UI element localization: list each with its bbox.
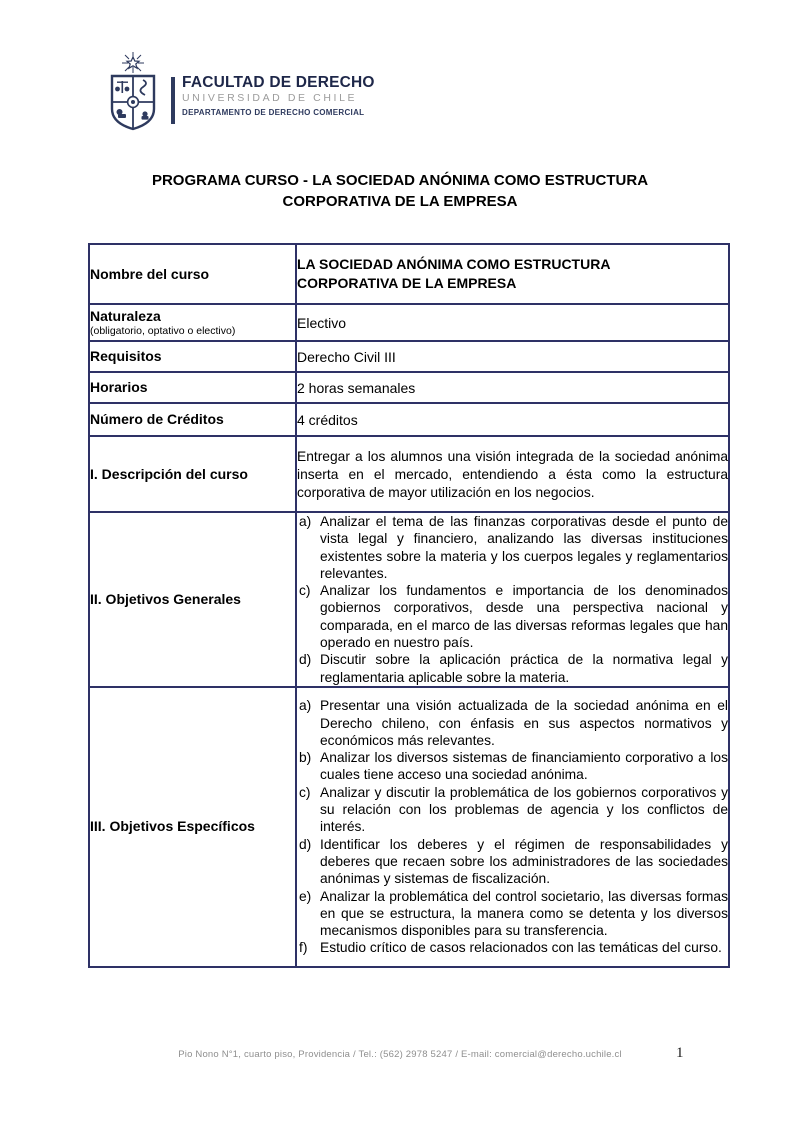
logo-divider xyxy=(171,77,175,124)
row-value-cell xyxy=(296,244,729,304)
objective-list-item xyxy=(297,749,728,784)
list-item-text: Presentar una visión actualizada de la sociedad anónima en el Derecho chileno, con énfasis en sus aspectos normativos y económicos más relevantes. xyxy=(320,698,728,748)
list-item-marker: c) xyxy=(299,583,311,599)
list-item-marker: c) xyxy=(299,784,311,800)
logo-university-name: UNIVERSIDAD DE CHILE xyxy=(182,92,358,104)
objective-list-item xyxy=(297,888,728,940)
university-crest-icon xyxy=(104,52,164,132)
list-item-marker: a) xyxy=(299,514,312,529)
row-value-cell xyxy=(296,436,729,512)
objective-list-item xyxy=(297,836,728,888)
logo-text-block xyxy=(182,75,375,118)
row-label-cell xyxy=(89,244,296,304)
table-row xyxy=(89,304,729,341)
list-item-marker: e) xyxy=(299,888,312,904)
list-item-marker: d) xyxy=(299,652,312,668)
row-value: LA SOCIEDAD ANÓNIMA COMO ESTRUCTURA CORPORATIVA DE LA EMPRESA xyxy=(297,256,610,291)
document-title: PROGRAMA CURSO - LA SOCIEDAD ANÓNIMA COMO ESTRUCTURA CORPORATIVA DE LA EMPRESA xyxy=(151,172,649,210)
row-label-cell xyxy=(89,512,296,687)
list-item-text: Estudio crítico de casos relacionados con las temáticas del curso. xyxy=(320,940,722,956)
list-item-text: Analizar el tema de las finanzas corporativas desde el punto de vista legal y financiero, analizando las diversas instituciones existentes sobre la materia y los cuerpos legales y reglamentarios relevantes. xyxy=(320,514,728,581)
row-value-cell xyxy=(296,512,729,687)
row-label: Nombre del curso xyxy=(90,265,210,282)
objective-list-item xyxy=(297,697,728,749)
university-logo xyxy=(104,52,375,132)
objective-list-item xyxy=(297,513,728,582)
row-value-cell xyxy=(296,304,729,341)
objective-list-item xyxy=(297,939,728,956)
logo-department-name: DEPARTAMENTO DE DERECHO COMERCIAL xyxy=(182,108,365,117)
row-label: Número de Créditos xyxy=(90,411,224,427)
objective-list-item xyxy=(297,651,728,686)
list-item-text: Analizar y discutir la problemática de los gobiernos corporativos y su relación con los problemas de agencia y los conflictos de interés. xyxy=(320,784,728,835)
row-label: II. Objetivos Generales xyxy=(90,590,241,607)
row-label: Naturaleza xyxy=(90,308,161,324)
page-number: 1 xyxy=(676,1045,684,1061)
row-label-cell xyxy=(89,403,296,436)
row-label-cell xyxy=(89,341,296,372)
table-row xyxy=(89,341,729,372)
list-item-text: Discutir sobre la aplicación práctica de la normativa legal y reglamentaria aplicable sobre la materia. xyxy=(320,652,728,685)
row-value: Electivo xyxy=(297,314,347,331)
list-item-text: Identificar los deberes y el régimen de responsabilidades y deberes que recaen sobre los administradores de las sociedades anónimas y sistemas de fiscalización. xyxy=(320,836,728,887)
row-label-cell xyxy=(89,687,296,967)
list-item-marker: f) xyxy=(299,940,308,956)
list-item-marker: d) xyxy=(299,836,312,852)
objective-list-item xyxy=(297,784,728,836)
row-label: III. Objetivos Específicos xyxy=(90,818,255,835)
row-value: Entregar a los alumnos una visión integrada de la sociedad anónima inserta en el mercado, entendiendo a ésta como la estructura corporativa de mayor utilización en los negocios. xyxy=(297,449,728,500)
table-row xyxy=(89,244,729,304)
row-value: 4 créditos xyxy=(297,411,358,428)
table-row xyxy=(89,403,729,436)
list-item-marker: b) xyxy=(299,750,312,766)
row-label-cell xyxy=(89,304,296,341)
logo-faculty-name: FACULTAD DE DERECHO xyxy=(182,74,375,91)
table-row xyxy=(89,687,729,967)
footer-contact: Pio Nono N°1, cuarto piso, Providencia / Tel.: (562) 2978 5247 / E-mail: comercial@derecho.uchile.cl xyxy=(178,1049,622,1060)
row-label: I. Descripción del curso xyxy=(90,465,248,482)
row-label-note: (obligatorio, optativo o electivo) xyxy=(90,325,236,337)
course-table-body xyxy=(89,244,729,967)
list-item-marker: a) xyxy=(299,698,312,714)
list-item-text: Analizar los diversos sistemas de financiamiento corporativo a los cuales tiene acceso una sociedad anónima. xyxy=(320,750,728,783)
list-item-text: Analizar la problemática del control societario, las diversas formas en que se estructura, la manera como se detenta y los diversos mecanismos disponibles para su transferencia. xyxy=(320,888,728,939)
list-item-text: Analizar los fundamentos e importancia de los denominados gobiernos corporativos, desde una perspectiva nacional y comparada, en el marco de las diversas reformas legales que han operado en nuestro país. xyxy=(320,583,728,651)
row-value-cell xyxy=(296,687,729,967)
row-label-cell xyxy=(89,372,296,403)
objective-list-item xyxy=(297,582,728,651)
row-value-cell xyxy=(296,403,729,436)
row-value: 2 horas semanales xyxy=(297,379,416,396)
row-value-cell xyxy=(296,372,729,403)
course-info-table xyxy=(88,243,730,968)
table-row xyxy=(89,512,729,687)
table-row xyxy=(89,436,729,512)
row-value-cell xyxy=(296,341,729,372)
row-label-cell xyxy=(89,436,296,512)
table-row xyxy=(89,372,729,403)
row-label: Horarios xyxy=(90,379,148,395)
row-value: Derecho Civil III xyxy=(297,348,396,365)
row-label: Requisitos xyxy=(90,348,162,364)
